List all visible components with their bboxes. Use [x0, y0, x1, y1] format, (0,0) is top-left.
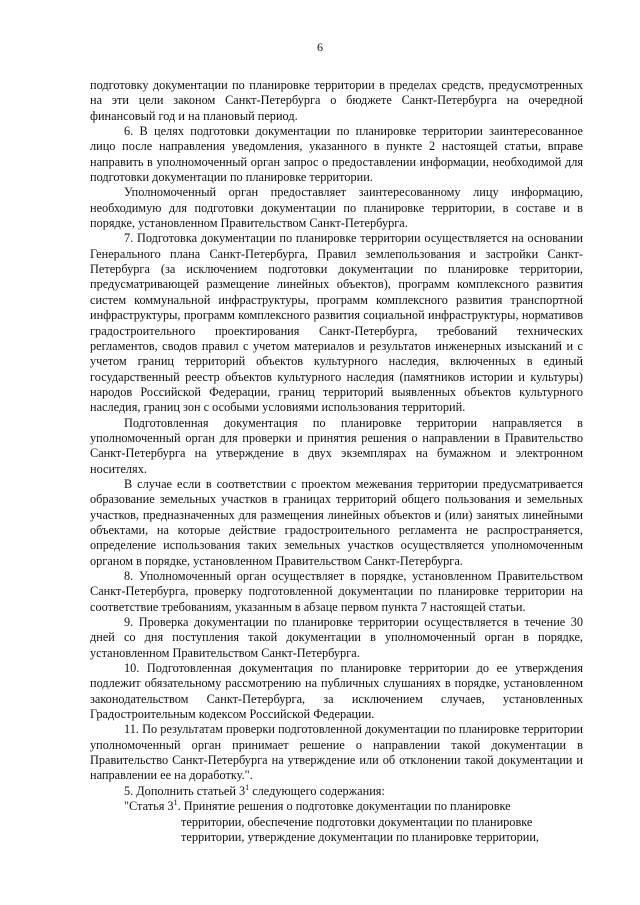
document-body [90, 78, 583, 845]
article-heading-continuation-2: территории, утверждение документации по планировке территории, [181, 829, 540, 844]
item-5-text-end: следующего содержания: [249, 783, 385, 798]
article-heading-superscript: 1 [173, 798, 178, 808]
paragraph-item-10: 10. Подготовленная документация по планировке территории до ее утверждения подлежит обязательному рассмотрению на публичных слушаниях в порядке, установленном законодательством Санкт-Петербурга, за исключением случаев, установленных Градостроительным кодексом Российской Федерации. [90, 661, 583, 722]
paragraph-item-6: 6. В целях подготовки документации по планировке территории заинтересованное лицо после направления уведомления, указанного в пункте 2 настоящей статьи, вправе направить в уполномоченный орган запрос о предоставлении информации, необходимой для подготовки документации по планировке территории. [90, 124, 583, 185]
paragraph-item-5 [90, 784, 583, 799]
item-5-text: 5. Дополнить статьей 3 [124, 783, 246, 798]
paragraph-authorized-body-info: Уполномоченный орган предоставляет заинтересованному лицу информацию, необходимую для подготовки документации по планировке территории, в составе и в порядке, установленном Правительством Санкт-Петербурга. [90, 185, 583, 231]
paragraph-prepared-documentation: Подготовленная документация по планировке территории направляется в уполномоченный орган для проверки и принятия решения о направлении в Правительство Санкт-Петербурга на утверждение в двух экземплярах на бумажном и электронном носителях. [90, 415, 583, 476]
paragraph-item-9: 9. Проверка документации по планировке территории осуществляется в течение 30 дней со дня поступления такой документации в уполномоченный орган в порядке, установленном Правительством Санкт-Петербурга. [90, 615, 583, 660]
paragraph-land-plots: В случае если в соответствии с проектом межевания территории предусматривается образование земельных участков в границах территорий общего пользования и земельных участков, предназначенных для размещения линейных объектов и (или) занятых линейными объектами, на которые действие градостроительного регламента не распространяется, определение использования таких земельных участков осуществляется уполномоченным органом в порядке, установленном Правительством Санкт-Петербурга. [90, 476, 583, 568]
paragraph-item-11: 11. По результатам проверки подготовленной документации по планировке территории уполномоченный орган принимает решение о направлении такой документации в Правительство Санкт-Петербурга на утверждение или об отклонении такой документации и направлении ее на доработку.". [90, 722, 583, 783]
article-heading-title: . Принятие решения о подготовке документации по планировке [177, 799, 511, 814]
article-heading [90, 799, 583, 814]
paragraph-item-8: 8. Уполномоченный орган осуществляет в порядке, установленном Правительством Санкт-Петербурга, проверку подготовленной документации по планировке территории на соответствие требованиям, указанным в абзаце первом пункта 7 настоящей статьи. [90, 569, 583, 614]
item-5-superscript: 1 [245, 782, 250, 792]
article-heading-start: "Статья 3 [124, 799, 174, 814]
article-heading-continuation-1: территории, обеспечение подготовки документации по планировке [181, 814, 533, 829]
page-number: 6 [317, 40, 323, 54]
paragraph-continuation: подготовку документации по планировке территории в пределах средств, предусмотренных на эти цели законом Санкт-Петербурга о бюджете Санкт-Петербурга на очередной финансовый год и на плановый период. [90, 78, 583, 123]
paragraph-item-7: 7. Подготовка документации по планировке территории осуществляется на основании Генерального плана Санкт-Петербурга, Правил землепользования и застройки Санкт-Петербурга (за исключением подготовки документации по планировке территории, предусматривающей размещение линейных объектов), программ комплексного развития систем коммунальной инфраструктуры, программ комплексного развития транспортной инфраструктуры, программ комплексного развития социальной инфраструктуры, нормативов градостроительного проектирования Санкт-Петербурга, требований технических регламентов, сводов правил с учетом материалов и результатов инженерных изысканий и с учетом границ территорий объектов культурного наследия, включенных в единый государственный реестр объектов культурного наследия (памятников истории и культуры) народов Российской Федерации, границ территорий выявленных объектов культурного наследия, границ зон с особыми условиями использования территорий. [90, 231, 583, 415]
